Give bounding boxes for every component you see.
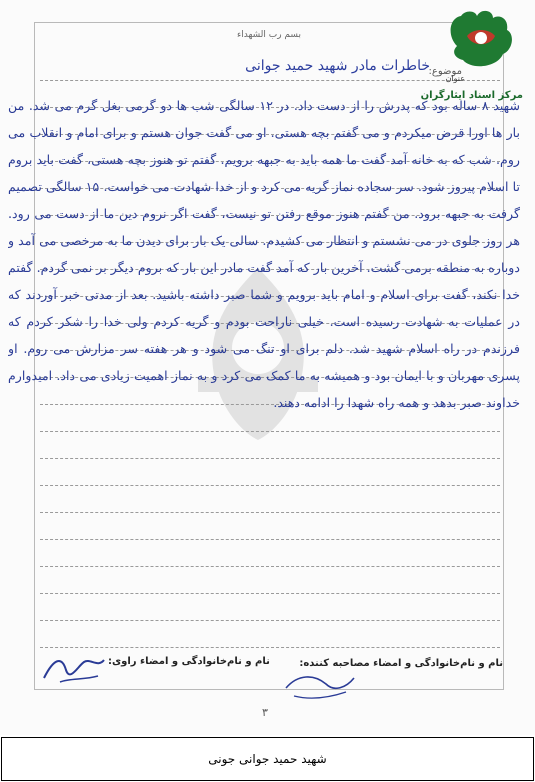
logo-word: عنوان	[445, 74, 465, 83]
interviewer-signature-label: نام و نام‌خانوادگی و امضاء مصاحبه کننده:	[299, 658, 503, 669]
caption-text: شهید حمید جوانی جونی	[208, 752, 327, 766]
subject-handwritten-text: خاطرات مادر شهید حمید جوانی	[245, 58, 430, 74]
interviewer-signature-mark	[280, 668, 360, 702]
hand-emblem-icon	[437, 6, 527, 78]
archive-logo	[420, 6, 527, 102]
handwritten-memoir-text: شهید ۸ ساله بود که پدرش را از دست داد. در ۱۲ سالگی شب ها دو گرمی بغل گرم می شد. من بار ها اورا قرض میکردم و می گفتم بچه هستی. او می گفت جوان هستم و برای امام و انقلاب می روم. شب که به خانه آمد گفت ما همه باید به جبهه برویم. گفتم تو هنوز بچه هستی، گفت باید بروم تا اسلام پیروز شود. سر سجاده نماز گریه می کرد و از خدا شهادت می خواست. ۱۵ سالگی تصمیم گرفت به جبهه برود. من گفتم هنوز موقع رفتن تو نیست، گفت اگر نروم دین ما از دست می رود. هر روز جلوی در می نشستم و انتظار می کشیدم. سالی یک بار برای دیدن ما به مرخصی می آمد و دوباره به منطقه برمی گشت. آخرین بار که آمد گفت مادر این بار که بروم دیگر بر نمی گردم. گفتم خدا نکند، گفت برای اسلام و امام باید برویم و شما صبر داشته باشید. بعد از مدتی خبر آوردند که در عملیات به شهادت رسیده است. خیلی ناراحت بودم و گریه کردم ولی خدا را شکر کردم که فرزندم در راه اسلام شهید شد. دلم برای او تنگ می شود و هر هفته سر مزارش می روم. او پسری مهربان و با ایمان بود و همیشه به ما کمک می کرد و به نماز اهمیت زیادی می داد. امیدوارم خداوند صبر بدهد و همه راه شهدا را ادامه دهند.	[8, 98, 520, 410]
caption-box	[1, 737, 534, 781]
page-number: ۳	[262, 706, 268, 719]
document-heading: بسم رب الشهداء	[237, 30, 301, 40]
narrator-signature-mark	[40, 648, 110, 688]
narrator-signature-label: نام و نام‌خانوادگی و امضاء راوی:	[108, 656, 270, 667]
ruled-line	[40, 80, 500, 81]
subject-label: موضوع:	[428, 66, 462, 77]
logo-caption: مرکز اسناد ایثارگران	[420, 90, 523, 101]
